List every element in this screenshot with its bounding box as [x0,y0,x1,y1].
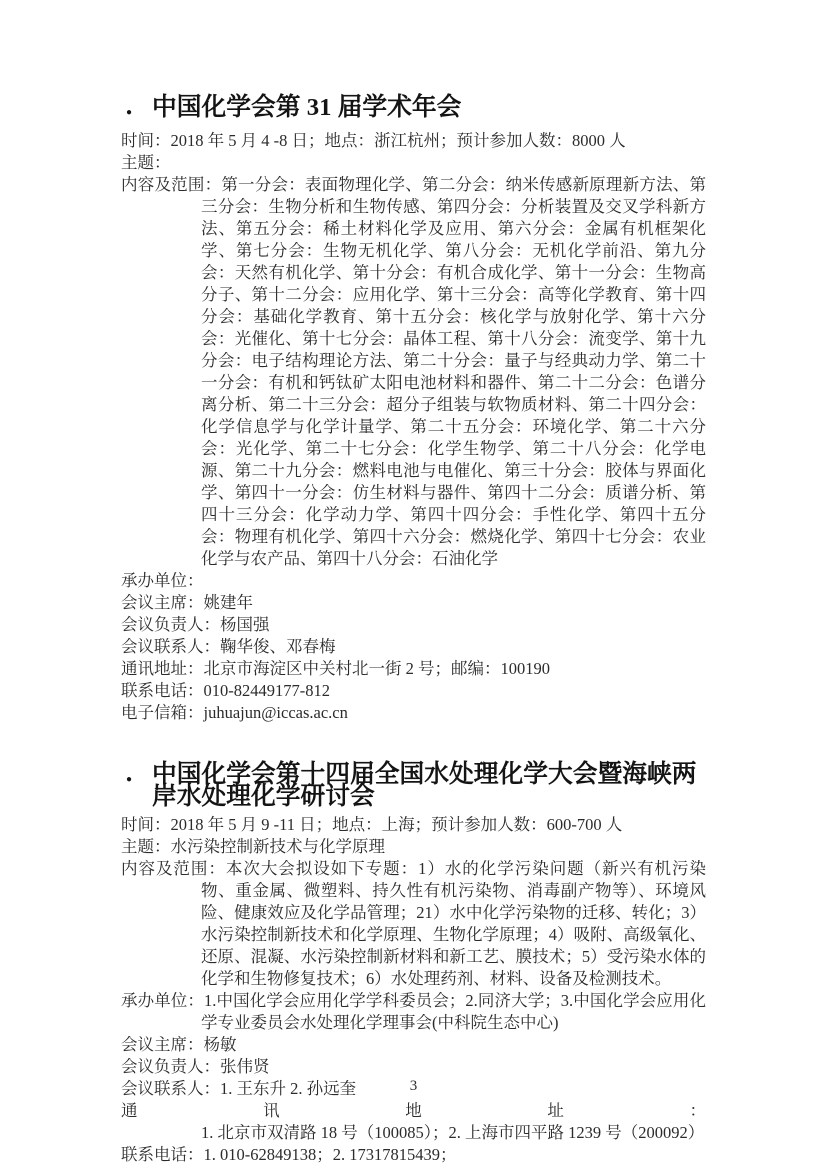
field-value: 2018 年 5 月 9 -11 日；地点：上海；预计参加人数：600-700 人 [170,815,623,834]
field-row [121,858,706,990]
field-row [121,614,706,636]
field-row [121,658,706,680]
field-value: 本次大会拟设如下专题：1）水的化学污染问题（新兴有机污染物、重金属、微塑料、持久性有机污染物、消毒副产物等）、环境风险、健康效应及化学品管理；21）水中化学污染物的迁移、转化；3）水污染控制新技术和化学原理、生物化学原理；4）吸附、高级氧化、还原、混凝、水污染控制新材料和新工艺、膜技术；5）受污染水体的化学和生物修复技术；6）水处理药剂、材料、设备及检测技术。 [201,859,707,988]
field-row [121,174,706,570]
field-row [121,592,706,614]
field-value: juhuajun@iccas.ac.cn [203,703,348,722]
field-row [121,1100,706,1144]
conference-list [121,94,707,1166]
field-label: 电子信箱： [121,703,204,722]
field-value: 1. 北京市双清路 18 号（100085）；2. 上海市四平路 1239 号（200092） [201,1123,705,1142]
field-row [121,570,706,592]
field-value: 水污染控制新技术与化学原理 [170,837,385,856]
field-label: 会议主席： [121,1035,204,1054]
conference-title-text: 中国化学会第十四届全国水处理化学大会暨海峡两岸水处理化学研讨会 [152,761,697,810]
field-label: 会议负责人： [121,615,220,634]
conference-entry [121,761,707,1166]
conference-title-text: 中国化学会第 31 届学术年会 [152,94,462,121]
field-label: 联系电话： [121,1145,204,1164]
field-label: 承办单位： [121,571,204,590]
field-value: 第一分会：表面物理化学、第二分会：纳米传感新原理新方法、第三分会：生物分析和生物传感、第四分会：分析装置及交叉学科新方法、第五分会：稀土材料化学及应用、第六分会：金属有机框架化学、第七分会：生物无机化学、第八分会：无机化学前沿、第九分会：天然有机化学、第十分会：有机合成化学、第十一分会：生物高分子、第十二分会：应用化学、第十三分会：高等化学教育、第十四分会：基础化学教育、第十五分会：核化学与放射化学、第十六分会：光催化、第十七分会：晶体工程、第十八分会：流变学、第十九分会：电子结构理论方法、第二十分会：量子与经典动力学、第二十一分会：有机和钙钛矿太阳电池材料和器件、第二十二分会：色谱分离分析、第二十三分会：超分子组装与软物质材料、第二十四分会：化学信息学与化学计量学、第二十五分会：环境化学、第二十六分会：光化学、第二十七分会：化学生物学、第二十八分会：化学电源、第二十九分会：燃料电池与电催化、第三十分会：胶体与界面化学、第四十一分会：仿生材料与器件、第四十二分会：质谱分析、第四十三分会：化学动力学、第四十四分会：手性化学、第四十五分会：物理有机化学、第四十六分会：燃烧化学、第四十七分会：农业化学与农产品、第四十八分会：石油化学 [201,175,707,568]
field-label: 会议联系人： [121,1079,220,1098]
conference-title [121,94,706,124]
field-label: 内容及范围： [121,175,222,194]
field-label: 主题： [121,837,171,856]
field-row [121,1034,706,1056]
field-label: 承办单位： [121,991,205,1010]
conference-fields [121,814,706,1166]
field-row [121,990,706,1034]
field-value: 姚建年 [203,593,253,612]
field-row [121,636,706,658]
field-label: 主题： [121,153,171,172]
conference-title [121,761,706,810]
field-label: 时间： [121,131,171,150]
field-row [121,814,706,836]
field-row [121,836,706,858]
field-row [121,680,706,702]
field-row [121,130,706,152]
field-value: 1. 010-62849138；2. 17317815439； [203,1145,457,1164]
field-value: 1. 王东升 2. 孙远奎 [220,1079,357,1098]
field-value: 2018 年 5 月 4 -8 日；地点：浙江杭州；预计参加人数：8000 人 [170,131,626,150]
field-value: 杨国强 [220,615,270,634]
field-label: 通讯地址： [121,1101,706,1120]
bullet-icon: ● [126,107,133,118]
field-label: 会议负责人： [121,1057,220,1076]
field-value: 杨敏 [203,1035,237,1054]
field-value: 北京市海淀区中关村北一街 2 号；邮编：100190 [203,659,550,678]
field-row [121,702,706,724]
field-label: 联系电话： [121,681,204,700]
field-label: 会议主席： [121,593,204,612]
field-row [121,152,706,174]
page-number: 3 [409,1078,418,1094]
conference-entry [121,94,707,724]
field-label: 会议联系人： [121,637,220,656]
field-label: 时间： [121,815,171,834]
field-value: 010-82449177-812 [203,681,330,700]
bullet-icon: ● [126,774,133,785]
field-label: 内容及范围： [121,859,226,878]
field-value: 张伟贤 [220,1057,270,1076]
field-value: 鞠华俊、邓春梅 [220,637,336,656]
field-row [121,1144,706,1166]
conference-fields [121,130,706,724]
field-value: 1.中国化学会应用化学学科委员会；2.同济大学；3.中国化学会应用化学专业委员会水处理化学理事会(中科院生态中心) [201,991,707,1032]
field-label: 通讯地址： [121,659,204,678]
